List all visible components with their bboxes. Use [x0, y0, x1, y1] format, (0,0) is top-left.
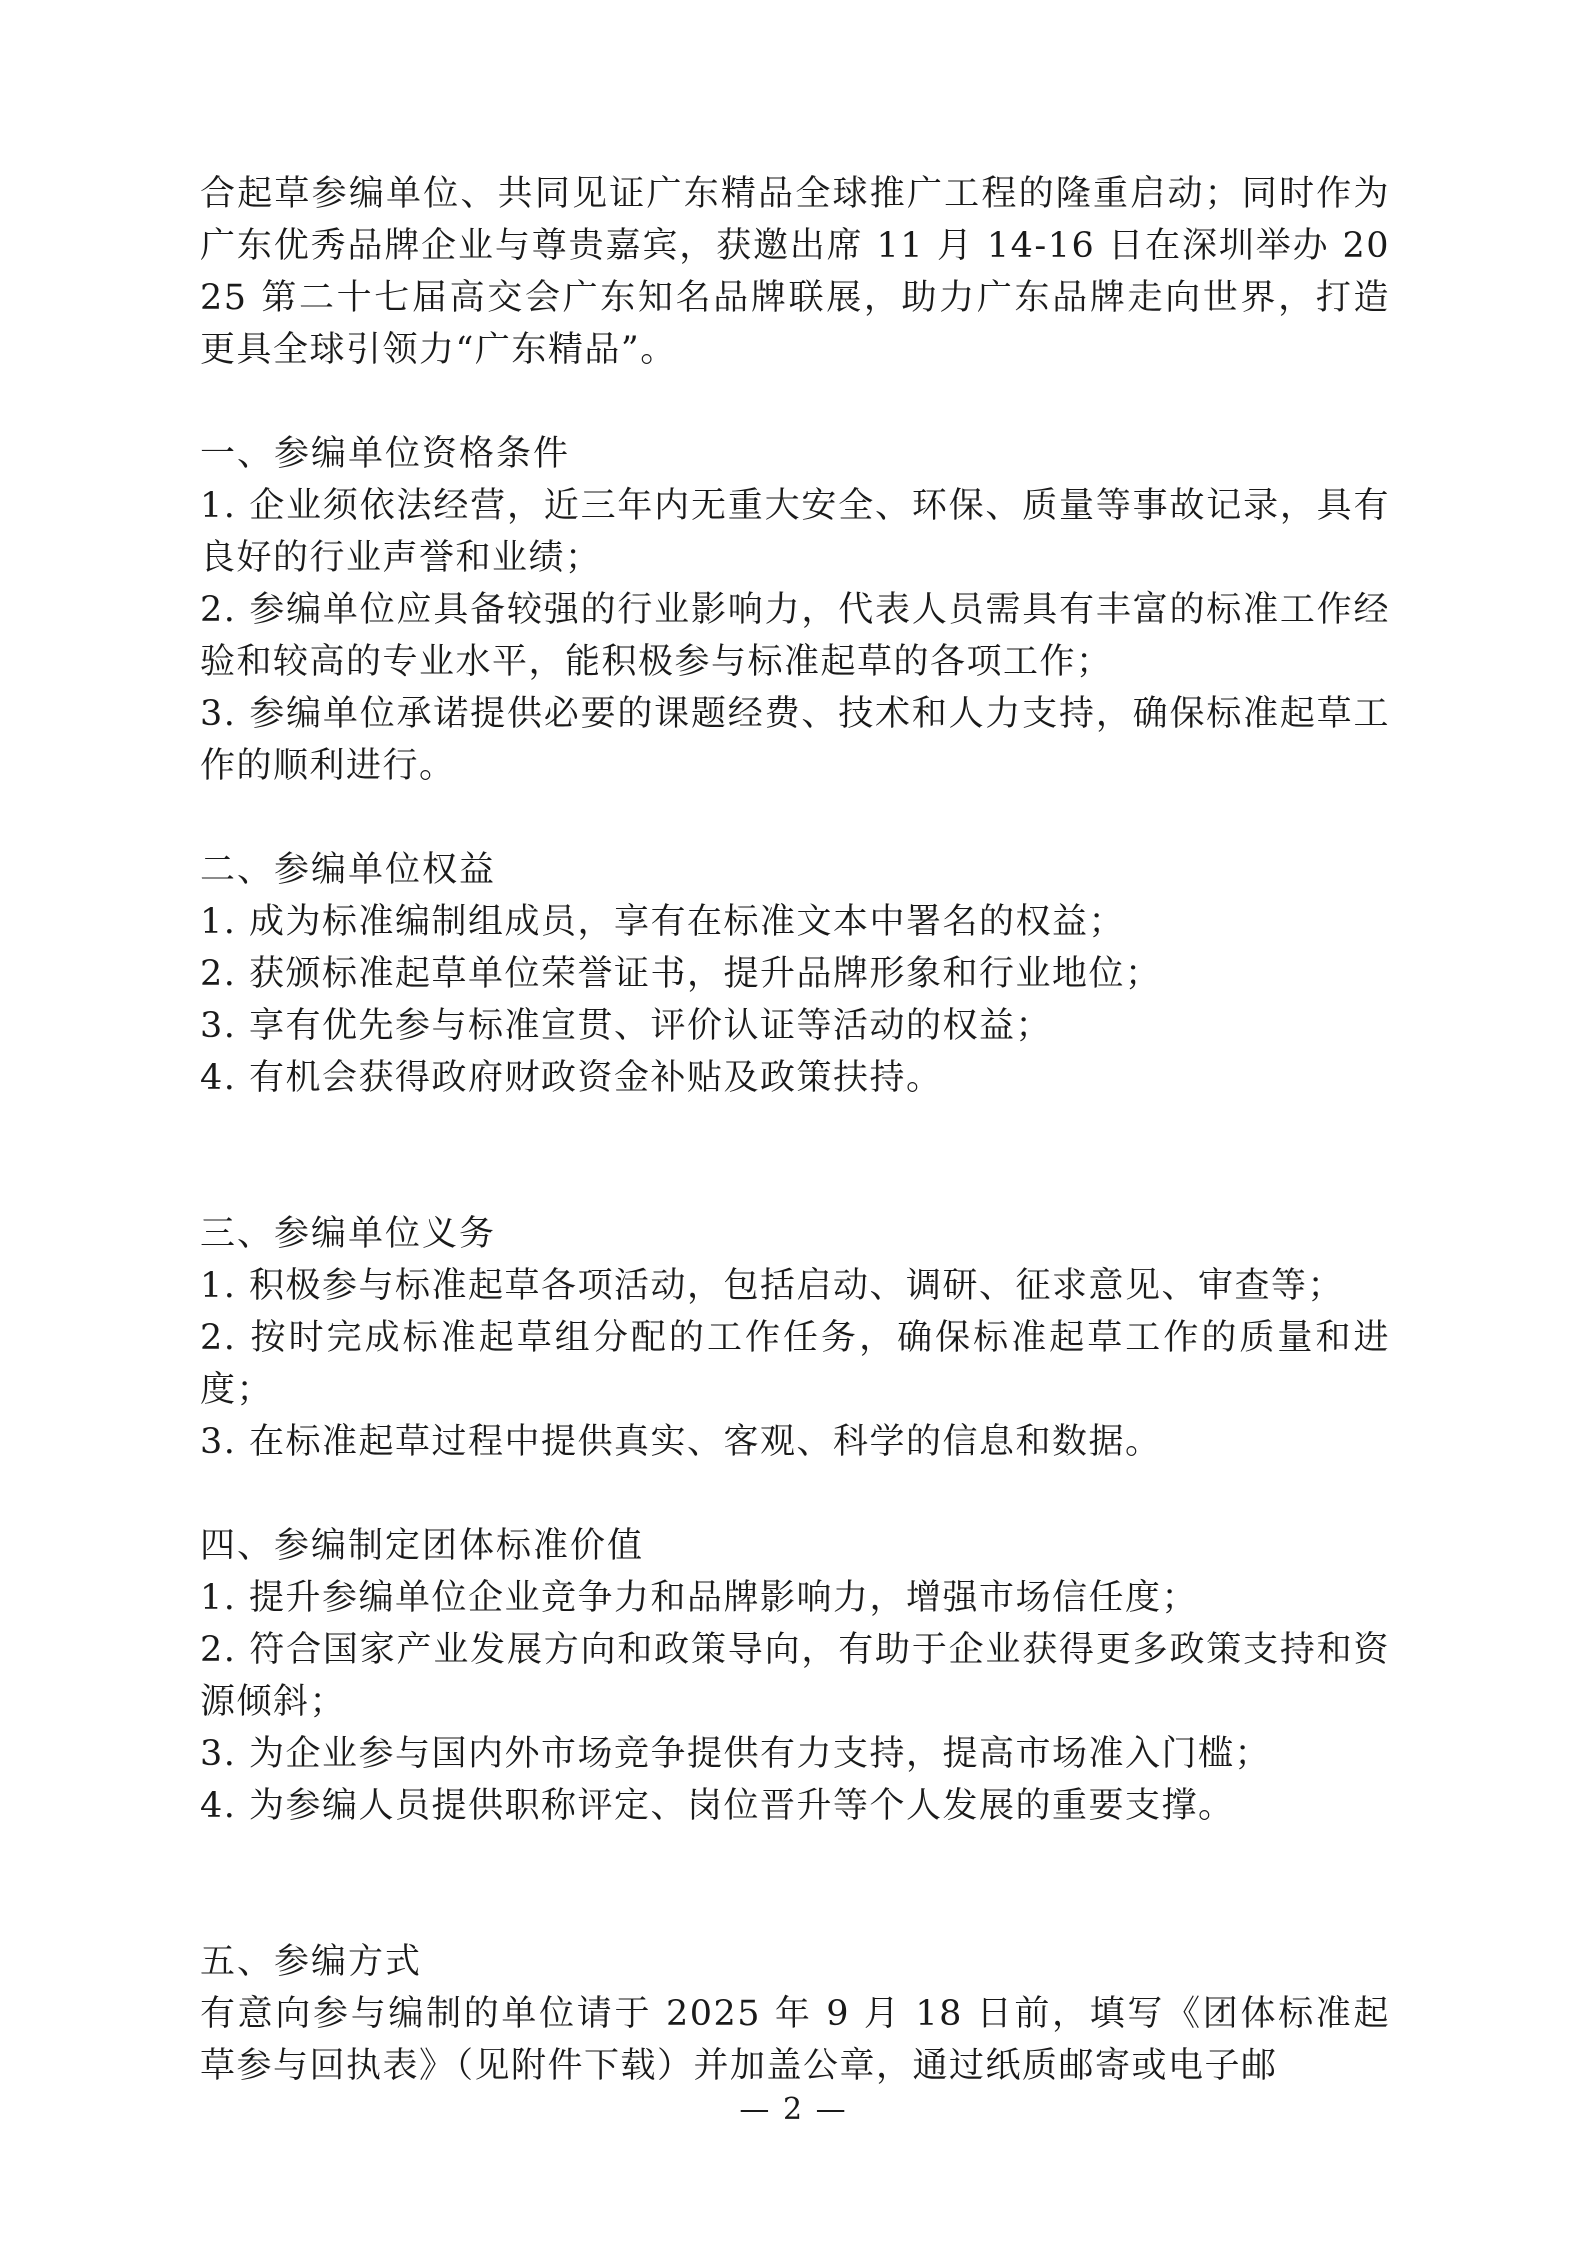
- list-item: 4. 为参编人员提供职称评定、岗位晋升等个人发展的重要支撑。: [200, 1786, 1235, 1826]
- section-title: 二、参编单位权益: [200, 850, 497, 890]
- list-item: 2. 符合国家产业发展方向和政策导向，有助于企业获得更多政策支持和资源倾斜；: [200, 1630, 1390, 1722]
- section-value: [200, 1520, 1390, 1832]
- list-item: 1. 积极参与标准起草各项活动，包括启动、调研、征求意见、审查等；: [200, 1266, 1345, 1306]
- section-participation-method: [200, 1936, 1390, 2092]
- section-title: 三、参编单位义务: [200, 1214, 497, 1254]
- section-obligations: [200, 1208, 1390, 1468]
- list-item: 3. 为企业参与国内外市场竞争提供有力支持，提高市场准入门槛；: [200, 1734, 1272, 1774]
- list-item: 2. 获颁标准起草单位荣誉证书，提升品牌形象和行业地位；: [200, 954, 1162, 994]
- list-item: 1. 提升参编单位企业竞争力和品牌影响力，增强市场信任度；: [200, 1578, 1199, 1618]
- list-item: 3. 参编单位承诺提供必要的课题经费、技术和人力支持，确保标准起草工作的顺利进行。: [200, 694, 1390, 786]
- section-title: 五、参编方式: [200, 1942, 423, 1982]
- body-paragraph: 有意向参与编制的单位请于 2025 年 9 月 18 日前，填写《团体标准起草参与回执表》（见附件下载）并加盖公章，通过纸质邮寄或电子邮: [200, 1994, 1390, 2086]
- list-item: 2. 按时完成标准起草组分配的工作任务，确保标准起草工作的质量和进度；: [200, 1318, 1390, 1410]
- list-item: 1. 成为标准编制组成员，享有在标准文本中署名的权益；: [200, 902, 1126, 942]
- page-number: — 2 —: [739, 2092, 848, 2127]
- intro-paragraph: 合起草参编单位、共同见证广东精品全球推广工程的隆重启动；同时作为广东优秀品牌企业与尊贵嘉宾，获邀出席 11 月 14-16 日在深圳举办 2025 第二十七届高交会广东知名品牌联展，助力广东品牌走向世界，打造更具全球引领力“广东精品”。: [200, 174, 1390, 370]
- list-item: 4. 有机会获得政府财政资金补贴及政策扶持。: [200, 1058, 943, 1098]
- section-qualifications: [200, 428, 1390, 792]
- list-item: 1. 企业须依法经营，近三年内无重大安全、环保、质量等事故记录，具有良好的行业声誉和业绩；: [200, 486, 1390, 578]
- section-title: 四、参编制定团体标准价值: [200, 1526, 645, 1566]
- document-body: [200, 168, 1390, 2092]
- list-item: 3. 在标准起草过程中提供真实、客观、科学的信息和数据。: [200, 1422, 1162, 1462]
- list-item: 2. 参编单位应具备较强的行业影响力，代表人员需具有丰富的标准工作经验和较高的专业水平，能积极参与标准起草的各项工作；: [200, 590, 1390, 682]
- section-title: 一、参编单位资格条件: [200, 434, 571, 474]
- section-rights: [200, 844, 1390, 1104]
- list-item: 3. 享有优先参与标准宣贯、评价认证等活动的权益；: [200, 1006, 1053, 1046]
